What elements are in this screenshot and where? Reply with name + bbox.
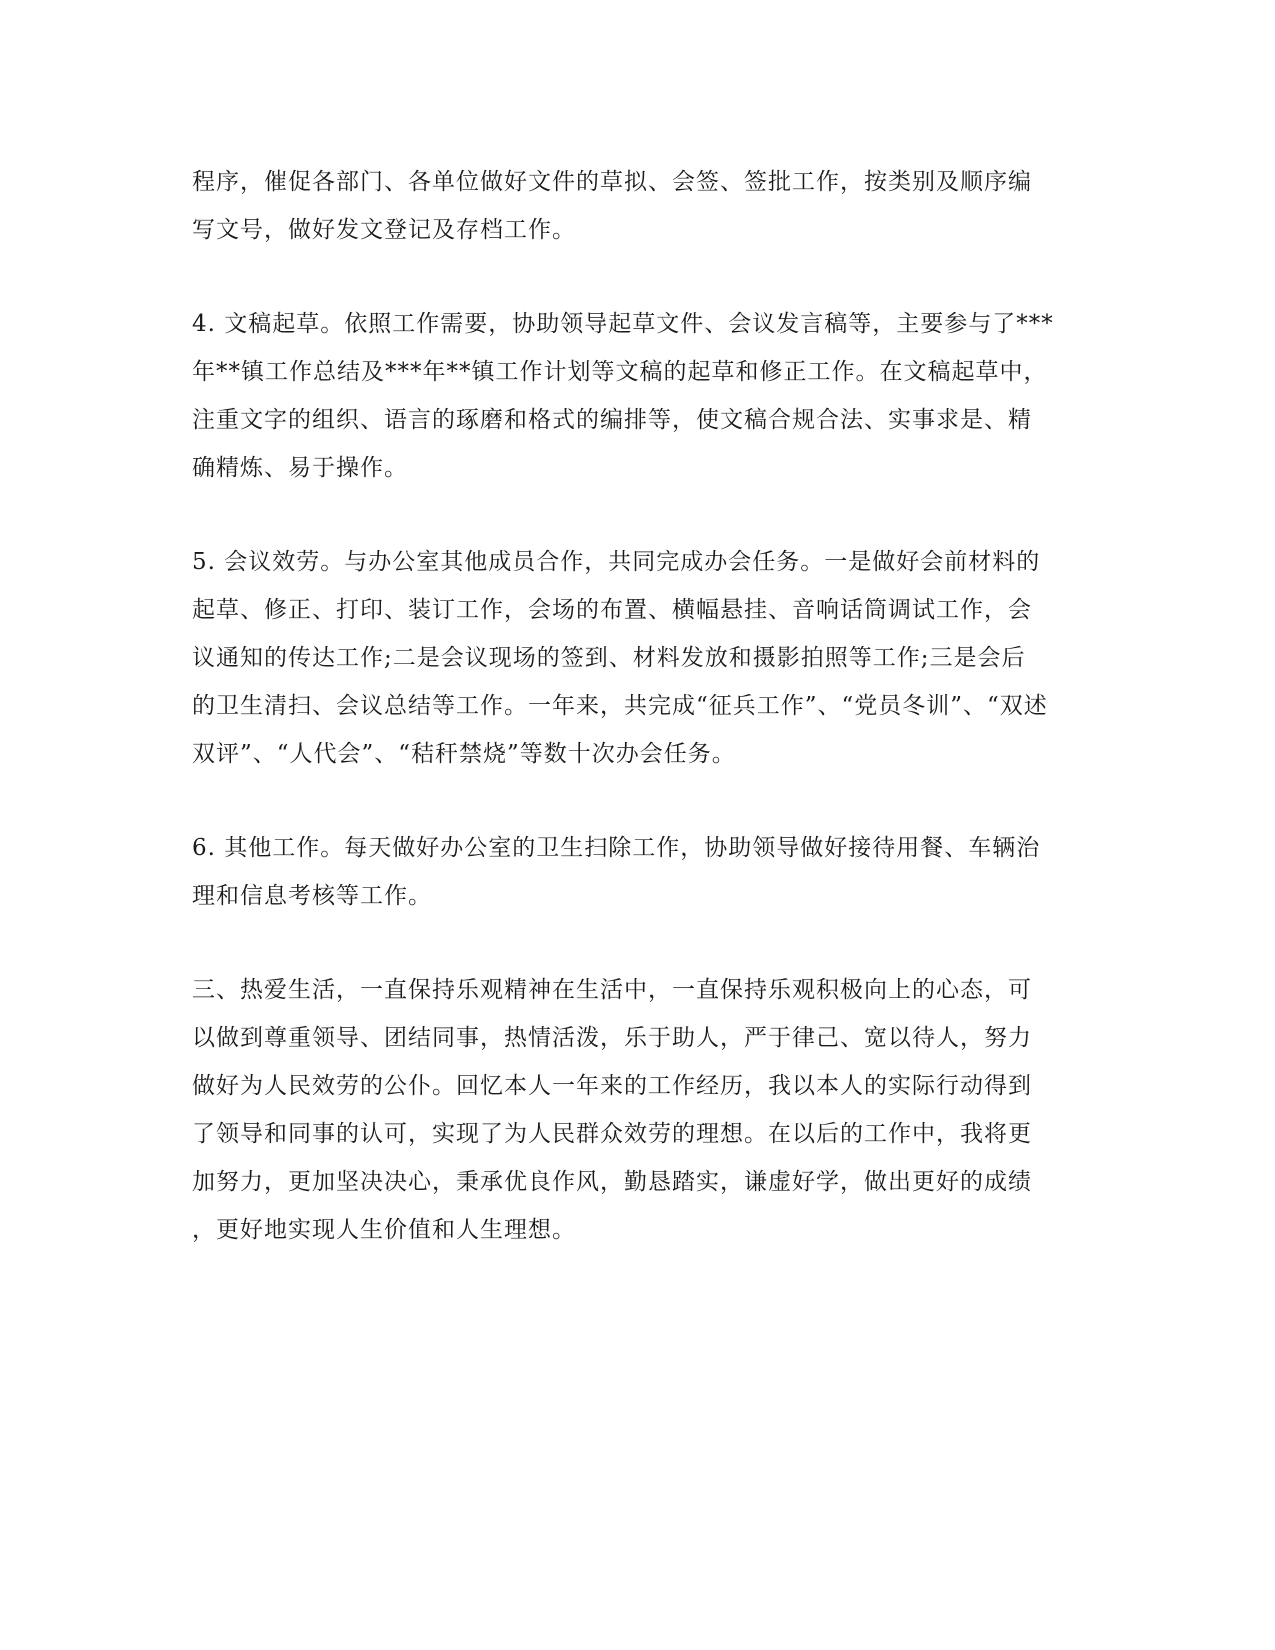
text-line: 加努力，更加坚决决心，秉承优良作风，勤恳踏实，谦虚好学，做出更好的成绩 [192,1169,1032,1195]
paragraph-meeting-service [192,538,1072,778]
text-line: 的卫生清扫、会议总结等工作。一年来，共完成“征兵工作”、“党员冬训”、“双述 [192,693,1048,719]
text-line: 注重文字的组织、语言的琢磨和格式的编排等，使文稿合规合法、实事求是、精 [192,407,1032,433]
document-body [192,158,1072,1300]
text-line: 以做到尊重领导、团结同事，热情活泼，乐于助人，严于律己、宽以待人，努力 [192,1025,1032,1051]
text-line: 双评”、“人代会”、“秸秆禁烧”等数十次办会任务。 [192,741,736,767]
paragraph-other-work [192,824,1072,920]
text-line: 年**镇工作总结及***年**镇工作计划等文稿的起草和修正工作。在文稿起草中， [192,359,1048,385]
text-line: 程序，催促各部门、各单位做好文件的草拟、会签、签批工作，按类别及顺序编 [192,169,1032,195]
text-line: 6. 其他工作。每天做好办公室的卫生扫除工作，协助领导做好接待用餐、车辆治 [192,835,1041,861]
text-line: 5. 会议效劳。与办公室其他成员合作，共同完成办会任务。一是做好会前材料的 [192,549,1041,575]
text-line: ，更好地实现人生价值和人生理想。 [192,1217,576,1243]
paragraph-love-life [192,966,1072,1254]
text-line: 做好为人民效劳的公仆。回忆本人一年来的工作经历，我以本人的实际行动得到 [192,1073,1032,1099]
paragraph-drafting [192,300,1072,492]
text-line: 确精炼、易于操作。 [192,455,408,481]
text-line: 三、热爱生活，一直保持乐观精神在生活中，一直保持乐观积极向上的心态，可 [192,977,1032,1003]
paragraph-document-filing [192,158,1072,254]
text-line: 4. 文稿起草。依照工作需要，协助领导起草文件、会议发言稿等，主要参与了*** [192,311,1054,337]
text-line: 理和信息考核等工作。 [192,883,432,909]
text-line: 了领导和同事的认可，实现了为人民群众效劳的理想。在以后的工作中，我将更 [192,1121,1032,1147]
text-line: 写文号，做好发文登记及存档工作。 [192,217,576,243]
text-line: 议通知的传达工作;二是会议现场的签到、材料发放和摄影拍照等工作;三是会后 [192,645,1026,671]
text-line: 起草、修正、打印、装订工作，会场的布置、横幅悬挂、音响话筒调试工作，会 [192,597,1032,623]
